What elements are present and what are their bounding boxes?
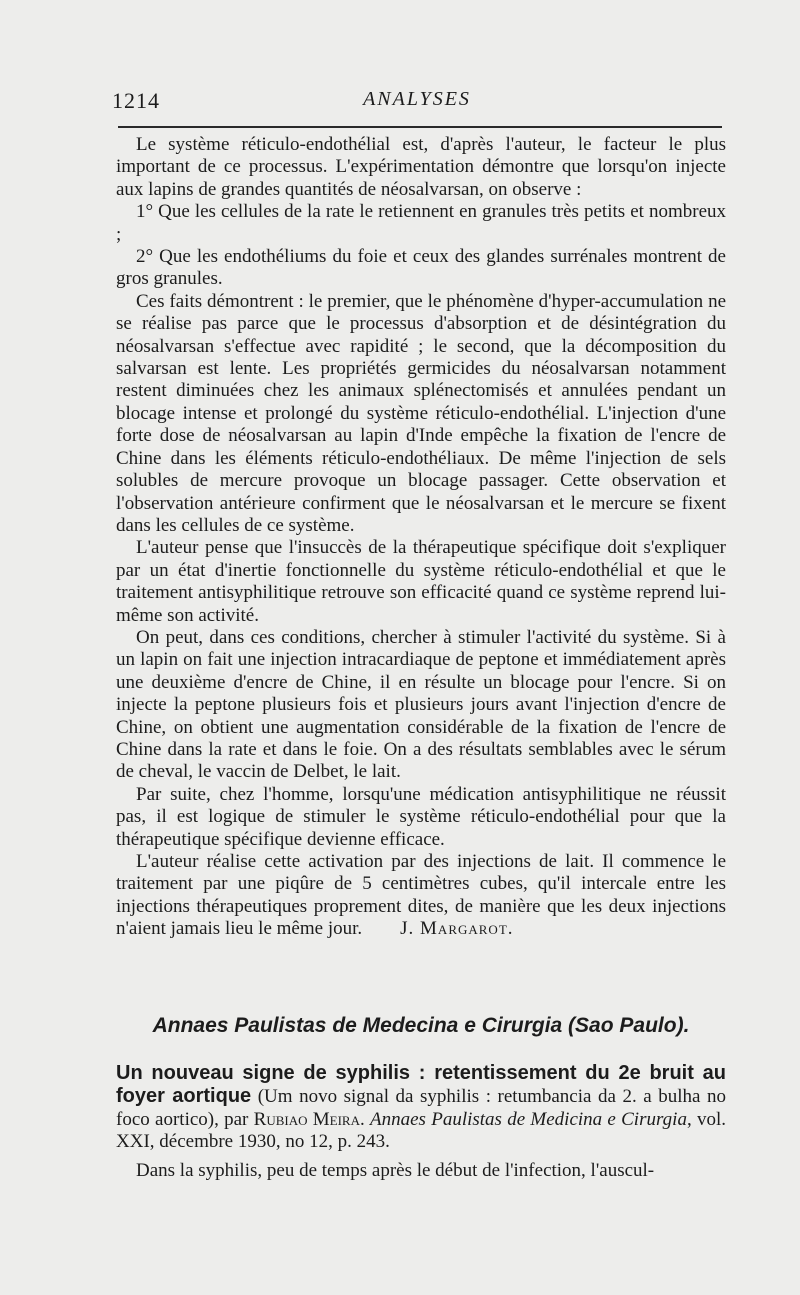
journal-heading: Annaes Paulistas de Medecina e Cirurgia (Sao Paulo). xyxy=(152,1014,690,1037)
signature: J. Margarot. xyxy=(400,918,514,940)
page-header xyxy=(112,88,722,118)
paragraph-item-1: 1° Que les cellules de la rate le retiennent en granules très petits et nombreux ; xyxy=(116,201,726,245)
paragraph-treatment-text: L'auteur réalise cette activation par des injections de lait. Il commence le traitement par une piqûre de 5 centimètres cubes, qu'il intercale entre les injections thérapeutiques proprement dites, de manière que les deux injections n'aient jamais lieu le même jour. xyxy=(116,851,726,940)
paragraph-item-2: 2° Que les endothéliums du foie et ceux des glandes surrénales montrent de gros granules. xyxy=(116,246,726,290)
page-number: 1214 xyxy=(112,88,160,113)
citation-text: (Um novo signal da syphilis : retumbancia da 2. a bulha no foco aortico), par xyxy=(116,1086,726,1130)
paragraph-facts: Ces faits démontrent : le premier, que le phénomène d'hyper-accumulation ne se réalise pas parce que le processus d'absorption et de désintégration du néosalvarsan s'effectue avec rapidité ; le second, que la décomposition du salvarsan est lente. Les propriétés germicides du néosalvarsan notamment restent diminuées chez les animaux splénectomisés et annulées pendant un blocage intense et prolongé du système réticulo-endothélial. L'injection d'une forte dose de néosalvarsan au lapin d'Inde empêche la fixation de l'encre de Chine dans les éléments réticulo-endothéliaux. De même l'injection de sels solubles de mercure provoque un blocage passager. Cette observation et l'observation antérieure confirment que le néosalvarsan et le mercure se fixent dans les cellules de ce système. xyxy=(116,290,726,536)
citation-details: , vol. XXI, décembre 1930, no 12, p. 243. xyxy=(116,1108,726,1153)
citation-journal: Annaes Paulistas de Medicina e Cirurgia xyxy=(370,1108,687,1130)
paragraph-author-opinion: L'auteur pense que l'insuccès de la thérapeutique spécifique doit s'expliquer par un état d'inertie fonctionnelle du système réticulo-endothélial et que le traitement antisyphilitique retrouve son efficacité quand ce système reprend lui-même son activité. xyxy=(116,537,726,626)
article-title: Un nouveau signe de syphilis : retentissement du 2e bruit au foyer aortique xyxy=(116,1062,726,1108)
continuation-line: Dans la syphilis, peu de temps après le début de l'infection, l'auscul- xyxy=(136,1160,655,1181)
paragraph-conclusion: Par suite, chez l'homme, lorsqu'une médication antisyphilitique ne réussit pas, il est logique de stimuler le système réticulo-endothélial pour que la thérapeutique spécifique devienne efficace. xyxy=(116,783,726,850)
paragraph-stimulation: On peut, dans ces conditions, chercher à stimuler l'activité du système. Si à un lapin on fait une injection intracardiaque de peptone et immédiatement après une deuxième d'encre de Chine, il en résulte un blocage pour l'encre. Si on injecte la peptone plusieurs fois et plusieurs jours avant l'injection d'encre de Chine, on obtient une augmentation considérable de la fixation de l'encre de Chine dans la rate et dans le foie. On a des résultats semblables avec le sérum de cheval, le vaccin de Delbet, le lait. xyxy=(116,626,726,783)
citation-author: Rubiao Meira xyxy=(253,1108,360,1130)
header-rule xyxy=(118,126,722,128)
running-title: ANALYSES xyxy=(363,88,471,110)
paragraph-intro: Le système réticulo-endothélial est, d'après l'auteur, le facteur le plus important de ce processus. L'expérimentation démontre que lorsqu'on injecte aux lapins de grandes quantités de néosalvarsan, on observe : xyxy=(116,134,726,200)
paragraph-treatment xyxy=(116,851,726,941)
article-reference: Un nouveau signe de syphilis : retentissement du 2e bruit au foyer aortique (Um novo signal da syphilis : retumbancia da 2. a bulha no foco aortico), par Rubiao Meira. Annaes Paulistas de Medicina e Cirurgia, vol. XXI, décembre 1930, no 12, p. 243. xyxy=(116,1062,726,1153)
article-body xyxy=(116,134,726,941)
